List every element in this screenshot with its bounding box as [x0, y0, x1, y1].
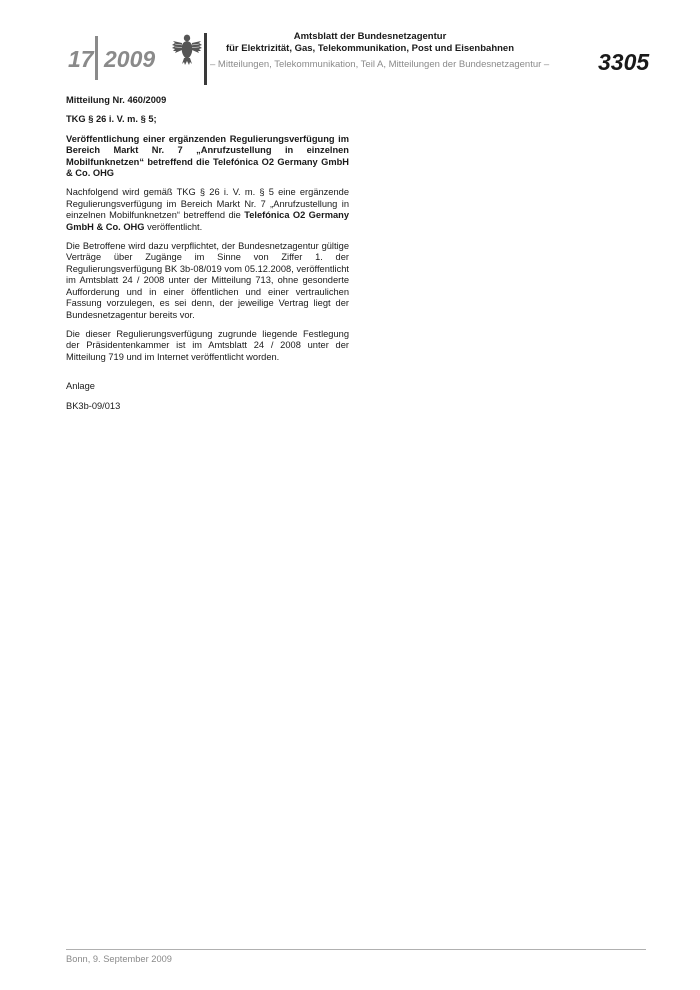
paragraph-3: Die dieser Regulierungsverfügung zugrunde liegende Festlegung der Präsidentenkammer ist im Amtsblatt 24 / 2008 unter der Mitteilung 719 und im Internet veröffentlicht worden. [66, 328, 349, 362]
paragraph-2: Die Betroffene wird dazu verpflichtet, der Bundesnetzagentur gültige Verträge über Zugänge im Sinne von Ziffer 1. der Regulierungsverfügung BK 3b-08/019 vom 05.12.2008, veröffentlicht im Amtsblatt 24 / 2008 unter der Mitteilung 713, ohne gesonderte Aufforderung und in einer öffentlichen und einer vertraulichen Fassung vorzulegen, es sei denn, der jeweilige Vertrag liegt der Bundesnetzagentur bereits vor. [66, 241, 349, 320]
federal-eagle-icon [172, 32, 202, 66]
company-name: Telefónica O2 Germany GmbH & Co. OHG [66, 210, 349, 232]
publication-title [220, 31, 520, 55]
page-number: 3305 [598, 49, 650, 75]
legal-basis: TKG § 26 i. V. m. § 5; [66, 114, 157, 125]
publication-section: – Mitteilungen, Telekommunikation, Teil A, Mitteilungen der Bundesnetzagentur – [210, 59, 550, 70]
publication-title-line2: für Elektrizität, Gas, Telekommunikation, Post und Eisenbahnen [225, 43, 515, 54]
paragraph-1-text-a: Nachfolgend wird gemäß TKG § 26 i. V. m. § 5 eine ergänzende Regulierungsverfügung im Bereich Markt Nr. 7 „Anrufzustellung in einzelnen Mobilfunknetzen“ betreffend die [66, 187, 349, 221]
footer-divider [66, 949, 646, 950]
article [66, 95, 349, 420]
reference-number: BK3b-09/013 [66, 400, 121, 411]
footer-place-date: Bonn, 9. September 2009 [66, 954, 172, 964]
issue-number: 17 [68, 46, 94, 72]
publication-title-line1: Amtsblatt der Bundesnetzagentur [293, 31, 447, 42]
issue-year: 2009 [104, 46, 156, 72]
paragraph-1 [66, 187, 349, 233]
issue-divider [95, 36, 98, 80]
attachment-label: Anlage [66, 381, 95, 392]
article-headline: Veröffentlichung einer ergänzenden Regulierungsverfügung im Bereich Markt Nr. 7 „Anrufzustellung in einzelnen Mobilfunknetzen“ betreffend die Telefónica O2 Germany GmbH & Co. OHG [66, 133, 349, 179]
paragraph-1-text-b: veröffentlicht. [144, 221, 203, 232]
logo-divider [204, 33, 207, 85]
article-number: Mitteilung Nr. 460/2009 [66, 95, 167, 105]
